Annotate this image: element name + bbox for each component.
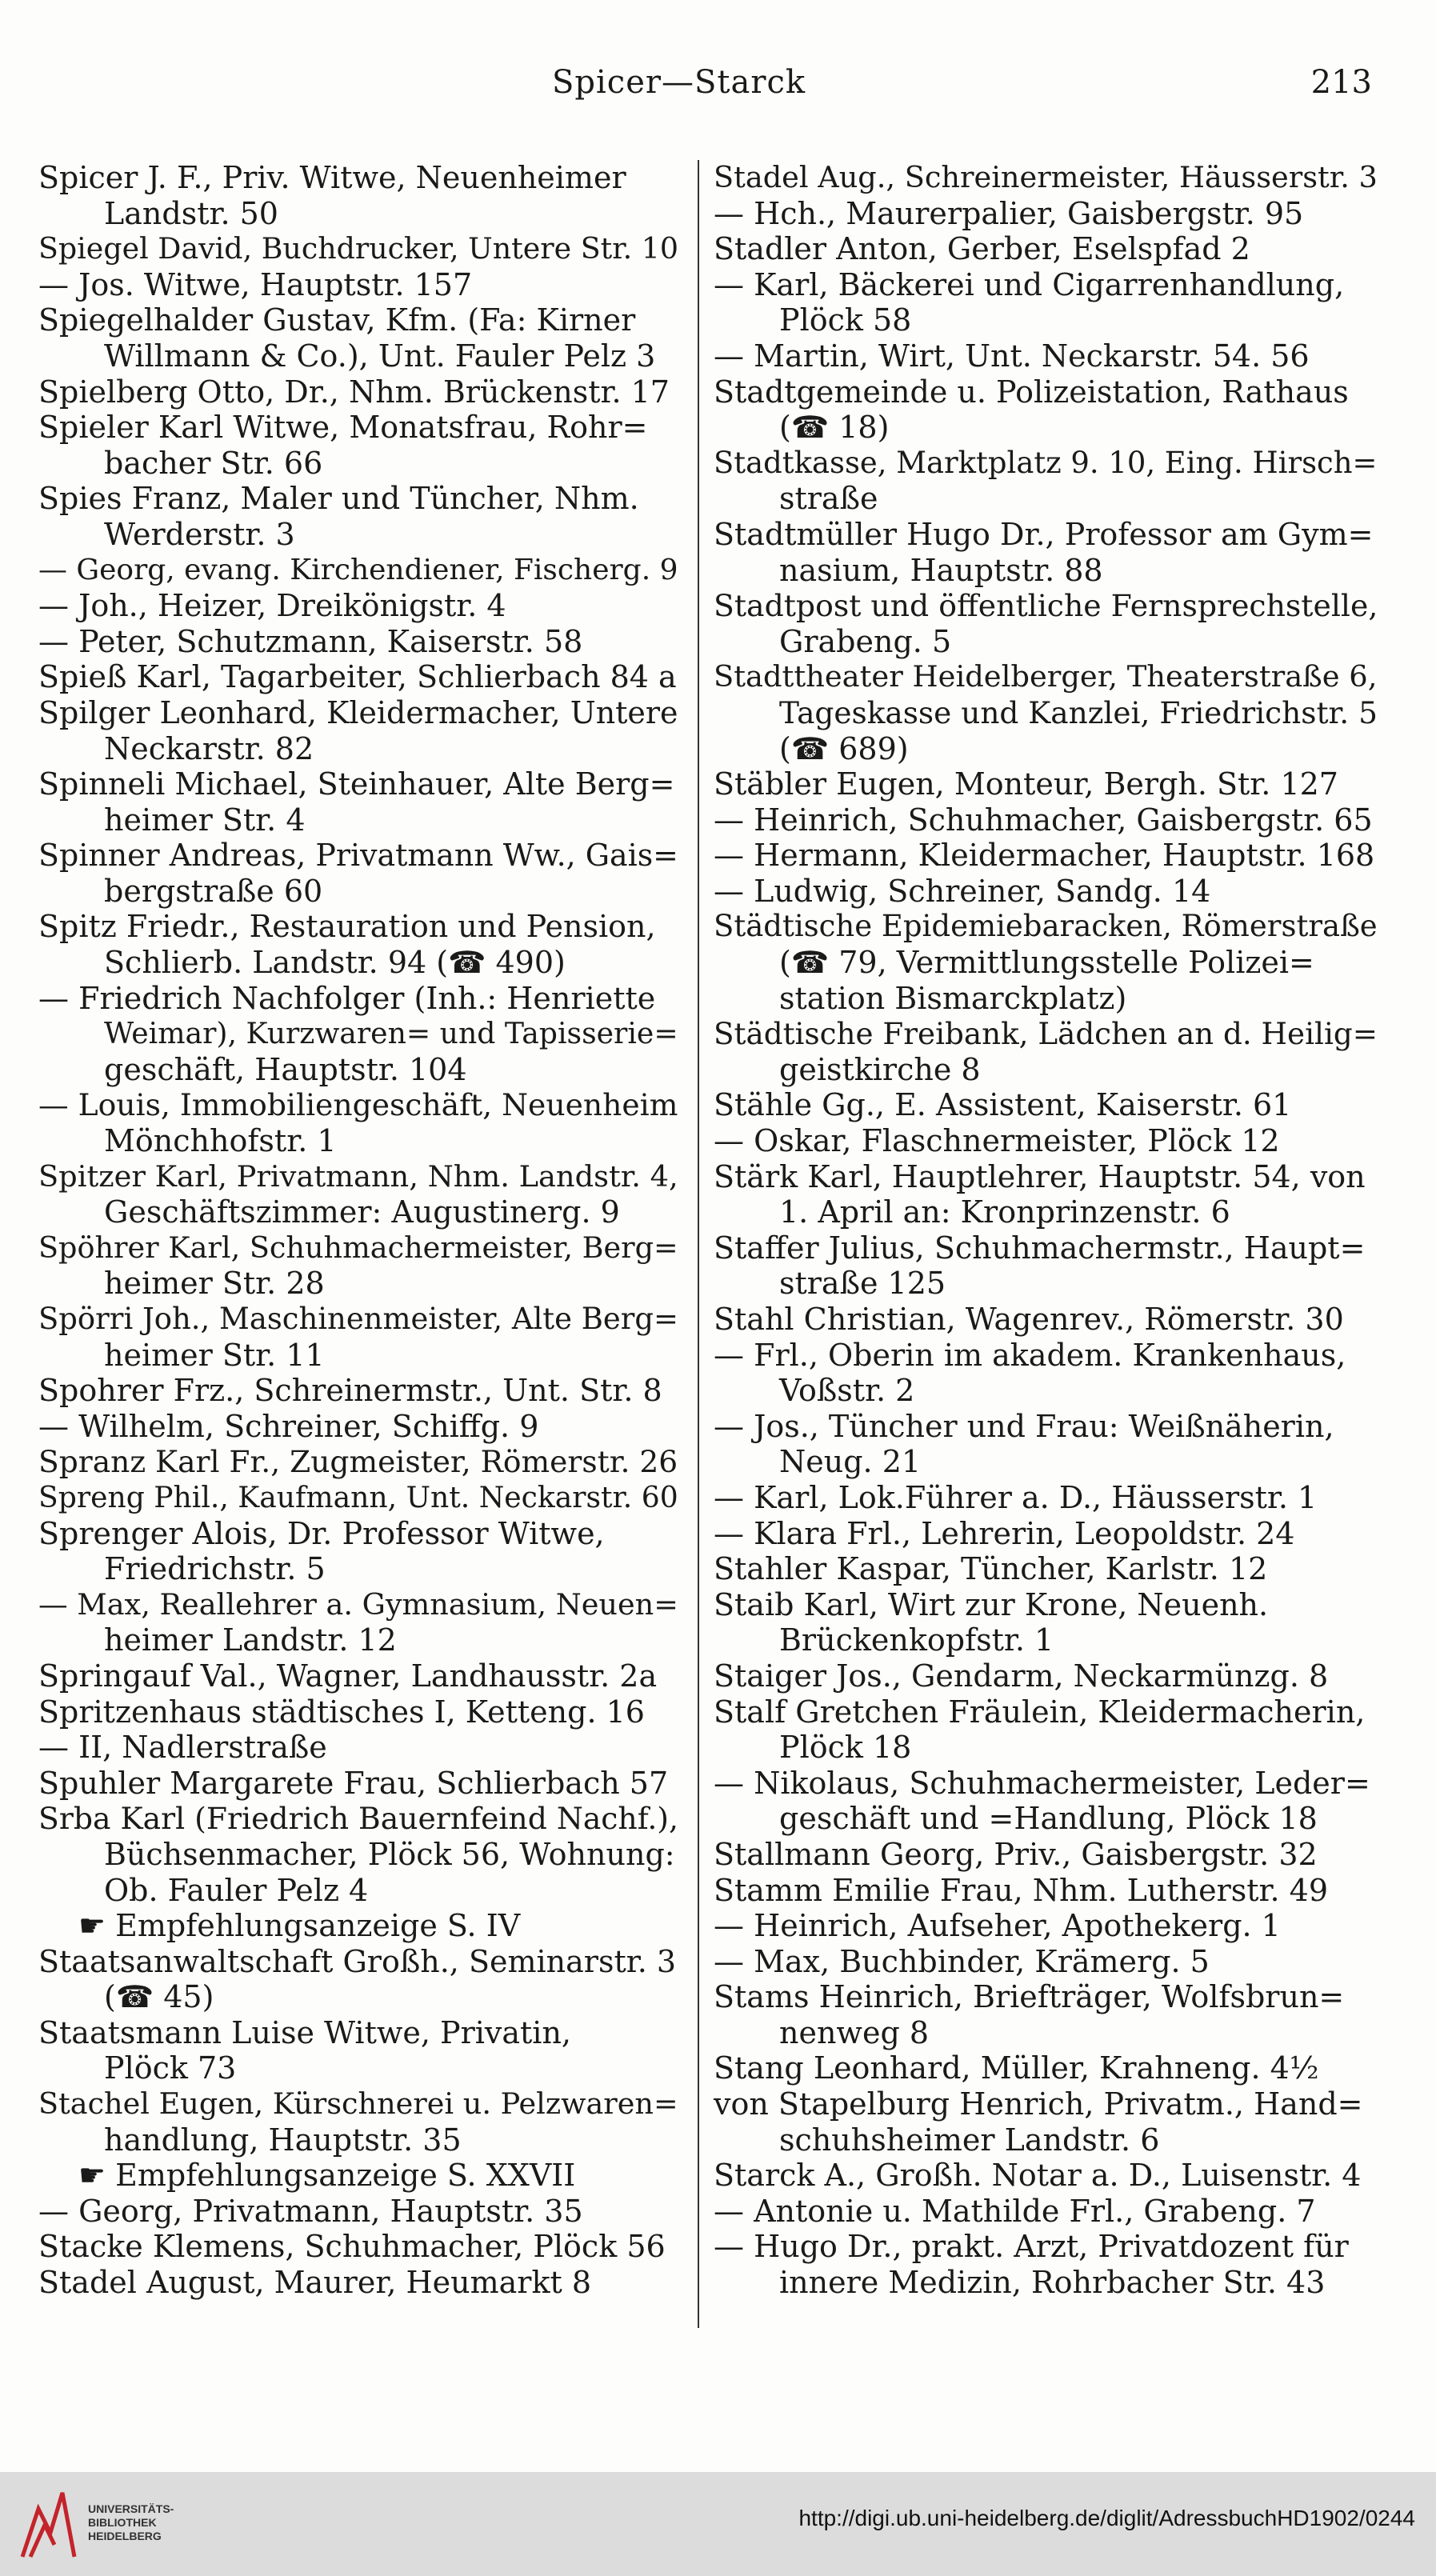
directory-entry-continuation: heimer Landstr. 12 (104, 1622, 397, 1658)
directory-entry: Spreng Phil., Kaufmann, Unt. Neckarstr. 60 (38, 1479, 678, 1514)
directory-entry: Stäbler Eugen, Monteur, Bergh. Str. 127 (714, 766, 1338, 802)
directory-entry: Stadttheater Heidelberger, Theaterstraße 6, (714, 659, 1378, 694)
directory-entry-continuation: 1. April an: Kronprinzenstr. 6 (779, 1194, 1230, 1230)
source-url-link[interactable]: http://digi.ub.uni-heidelberg.de/diglit/AdressbuchHD1902/0244 (798, 2506, 1415, 2530)
directory-entry: Spöhrer Karl, Schuhmachermeister, Berg= (38, 1230, 678, 1265)
directory-entry-continuation: heimer Str. 28 (104, 1266, 325, 1302)
directory-entry-continuation: Plöck 58 (779, 302, 912, 338)
directory-entry-continuation: heimer Str. 4 (104, 802, 306, 838)
directory-entry-continuation: Landstr. 50 (104, 195, 278, 231)
directory-entry-continuation: station Bismarckplatz) (779, 980, 1127, 1016)
directory-entry: — Oskar, Flaschnermeister, Plöck 12 (714, 1123, 1280, 1159)
directory-entry-continuation: nasium, Hauptstr. 88 (779, 552, 1103, 588)
directory-entry: — Wilhelm, Schreiner, Schiffg. 9 (38, 1408, 539, 1444)
directory-entry: — Louis, Immobiliengeschäft, Neuenheim (38, 1087, 678, 1123)
directory-entry: Stadel Aug., Schreinermeister, Häusserstr. 3 (714, 160, 1378, 194)
directory-entry-continuation: (☎ 79, Vermittlungsstelle Polizei= (779, 945, 1314, 981)
left-column (38, 160, 678, 2301)
directory-entry: Spielberg Otto, Dr., Nhm. Brückenstr. 17 (38, 374, 670, 410)
directory-entry: Spieler Karl Witwe, Monatsfrau, Rohr= (38, 410, 648, 446)
directory-entry: Spitzer Karl, Privatmann, Nhm. Landstr. 4, (38, 1158, 678, 1194)
directory-entry-continuation: Neckarstr. 82 (104, 730, 314, 766)
directory-entry-continuation: schuhsheimer Landstr. 6 (779, 2122, 1160, 2158)
directory-entry-continuation: Ob. Fauler Pelz 4 (104, 1872, 369, 1908)
directory-entry: Stadler Anton, Gerber, Eselspfad 2 (714, 231, 1250, 267)
directory-entry: Spranz Karl Fr., Zugmeister, Römerstr. 26 (38, 1444, 678, 1480)
directory-entry-continuation: Schlierb. Landstr. 94 (☎ 490) (104, 945, 566, 981)
directory-entry: — Antonie u. Mathilde Frl., Grabeng. 7 (714, 2193, 1316, 2229)
directory-entry: — Karl, Bäckerei und Cigarrenhandlung, (714, 266, 1345, 302)
directory-entry-continuation: (☎ 689) (779, 730, 909, 766)
directory-entry: — Ludwig, Schreiner, Sandg. 14 (714, 873, 1211, 909)
right-column (714, 160, 1378, 2301)
directory-entry: Stadel August, Maurer, Heumarkt 8 (38, 2265, 591, 2301)
directory-entry: Stadtpost und öffentliche Fernsprechstelle, (714, 588, 1378, 624)
directory-entry: Stachel Eugen, Kürschnerei u. Pelzwaren= (38, 2086, 678, 2122)
directory-entry: Stahl Christian, Wagenrev., Römerstr. 30 (714, 1302, 1344, 1337)
logo-line: UNIVERSITÄTS- (88, 2502, 174, 2515)
directory-entry: Stähle Gg., E. Assistent, Kaiserstr. 61 (714, 1087, 1292, 1123)
directory-entry-continuation: nenweg 8 (779, 2014, 930, 2050)
directory-entry-continuation: Werderstr. 3 (104, 516, 295, 552)
logo-line: HEIDELBERG (88, 2530, 162, 2542)
directory-entry-continuation: straße (779, 481, 878, 517)
directory-entry: Stalf Gretchen Fräulein, Kleidermacherin, (714, 1694, 1366, 1730)
logo-text (88, 2502, 174, 2543)
directory-entry: — Joh., Heizer, Dreikönigstr. 4 (38, 588, 506, 624)
directory-entry-continuation: handlung, Hauptstr. 35 (104, 2122, 462, 2158)
directory-entry: — Max, Reallehrer a. Gymnasium, Neuen= (38, 1586, 678, 1622)
directory-entry: — Frl., Oberin im akadem. Krankenhaus, (714, 1337, 1346, 1373)
directory-entry: Stang Leonhard, Müller, Krahneng. 4½ (714, 2050, 1319, 2086)
directory-entry: Spiegel David, Buchdrucker, Untere Str. 10 (38, 231, 679, 266)
directory-entry-continuation: geistkirche 8 (779, 1051, 981, 1087)
directory-entry: — Friedrich Nachfolger (Inh.: Henriette (38, 980, 656, 1016)
directory-entry: Springauf Val., Wagner, Landhausstr. 2a (38, 1658, 658, 1694)
logo-line: BIBLIOTHEK (88, 2516, 157, 2529)
directory-entry-continuation: Willmann & Co.), Unt. Fauler Pelz 3 (104, 338, 656, 374)
directory-entry-continuation: innere Medizin, Rohrbacher Str. 43 (779, 2265, 1326, 2301)
directory-entry-continuation: (☎ 18) (779, 410, 890, 446)
directory-entry: Staatsanwaltschaft Großh., Seminarstr. 3 (38, 1943, 677, 1979)
page-header (0, 64, 1436, 112)
directory-entry: Spicer J. F., Priv. Witwe, Neuenheimer (38, 160, 626, 195)
directory-entry: Srba Karl (Friedrich Bauernfeind Nachf.), (38, 1801, 678, 1837)
directory-entry: Städtische Epidemiebaracken, Römerstraße (714, 909, 1378, 944)
directory-entry: Spiegelhalder Gustav, Kfm. (Fa: Kirner (38, 302, 636, 338)
directory-entry: Spinner Andreas, Privatmann Ww., Gais= (38, 838, 678, 874)
column-divider (698, 160, 699, 2328)
directory-entry-continuation: Brückenkopfstr. 1 (779, 1622, 1054, 1658)
directory-entry: Stadtkasse, Marktplatz 9. 10, Eing. Hirsch= (714, 445, 1378, 480)
directory-entry-continuation: Plöck 18 (779, 1730, 912, 1766)
directory-entry-continuation: Grabeng. 5 (779, 623, 952, 659)
directory-entry: Spohrer Frz., Schreinermstr., Unt. Str. 8 (38, 1373, 662, 1409)
directory-entry: Stärk Karl, Hauptlehrer, Hauptstr. 54, von (714, 1158, 1366, 1194)
directory-entry: — Hermann, Kleidermacher, Hauptstr. 168 (714, 838, 1375, 874)
directory-entry-continuation: Neug. 21 (779, 1444, 922, 1480)
directory-entry: — Jos. Witwe, Hauptstr. 157 (38, 266, 473, 302)
directory-entry: Stadtgemeinde u. Polizeistation, Rathaus (714, 374, 1349, 410)
directory-entry: Staatsmann Luise Witwe, Privatin, (38, 2014, 572, 2050)
directory-entry: Spieß Karl, Tagarbeiter, Schlierbach 84 a (38, 659, 677, 695)
directory-entry: Spuhler Margarete Frau, Schlierbach 57 (38, 1765, 669, 1801)
directory-entry: — Hugo Dr., prakt. Arzt, Privatdozent für (714, 2229, 1349, 2265)
directory-entry-continuation: heimer Str. 11 (104, 1337, 325, 1373)
running-head: Spicer—Starck (552, 64, 806, 101)
footer-bar (0, 2472, 1436, 2576)
directory-entry-continuation: geschäft und =Handlung, Plöck 18 (779, 1801, 1318, 1837)
directory-entry-continuation: (☎ 45) (104, 1979, 214, 2015)
directory-entry: Staib Karl, Wirt zur Krone, Neuenh. (714, 1586, 1269, 1622)
university-library-logo-icon (14, 2485, 80, 2562)
directory-entry-continuation: bergstraße 60 (104, 873, 323, 909)
directory-entry: Stams Heinrich, Briefträger, Wolfsbrun= (714, 1979, 1345, 2015)
directory-entry: Stallmann Georg, Priv., Gaisbergstr. 32 (714, 1836, 1318, 1872)
directory-entry: Staffer Julius, Schuhmachermstr., Haupt= (714, 1230, 1366, 1266)
directory-entry: ☛ Empfehlungsanzeige S. XXVII (78, 2158, 576, 2194)
directory-entry-continuation: Mönchhofstr. 1 (104, 1123, 337, 1159)
directory-entry-continuation: Plöck 73 (104, 2050, 237, 2086)
directory-entry-continuation: geschäft, Hauptstr. 104 (104, 1051, 467, 1087)
directory-entry: — Karl, Lok.Führer a. D., Häusserstr. 1 (714, 1479, 1318, 1515)
directory-entry: — Martin, Wirt, Unt. Neckarstr. 54. 56 (714, 338, 1310, 374)
directory-entry: — Georg, Privatmann, Hauptstr. 35 (38, 2193, 583, 2229)
directory-entry: Sprenger Alois, Dr. Professor Witwe, (38, 1515, 605, 1551)
directory-entry: Starck A., Großh. Notar a. D., Luisenstr. 4 (714, 2158, 1362, 2194)
directory-entry: — Heinrich, Aufseher, Apothekerg. 1 (714, 1908, 1281, 1944)
directory-entry: Stamm Emilie Frau, Nhm. Lutherstr. 49 (714, 1872, 1329, 1908)
directory-entry-continuation: Büchsenmacher, Plöck 56, Wohnung: (104, 1836, 675, 1872)
directory-entry: Spies Franz, Maler und Tüncher, Nhm. (38, 481, 639, 517)
directory-entry-continuation: Geschäftszimmer: Augustinerg. 9 (104, 1194, 620, 1230)
directory-entry: — II, Nadlerstraße (38, 1730, 327, 1766)
directory-entry: Spörri Joh., Maschinenmeister, Alte Berg= (38, 1302, 678, 1336)
page-number: 213 (1310, 64, 1372, 101)
directory-entry: — Hch., Maurerpalier, Gaisbergstr. 95 (714, 195, 1304, 231)
directory-entry: Stadtmüller Hugo Dr., Professor am Gym= (714, 516, 1374, 552)
directory-entry: Spilger Leonhard, Kleidermacher, Untere (38, 694, 678, 730)
directory-entry: Spritzenhaus städtisches I, Ketteng. 16 (38, 1694, 645, 1730)
directory-entry: — Max, Buchbinder, Krämerg. 5 (714, 1943, 1210, 1979)
directory-entry-continuation: straße 125 (779, 1266, 946, 1302)
directory-entry: — Klara Frl., Lehrerin, Leopoldstr. 24 (714, 1515, 1295, 1551)
directory-entry: — Jos., Tüncher und Frau: Weißnäherin, (714, 1408, 1334, 1444)
directory-entry: Spitz Friedr., Restauration und Pension, (38, 909, 656, 945)
directory-entry-continuation: bacher Str. 66 (104, 445, 323, 481)
directory-entry-continuation: Voßstr. 2 (779, 1373, 915, 1409)
directory-entry: — Peter, Schutzmann, Kaiserstr. 58 (38, 623, 583, 659)
directory-entry: Staiger Jos., Gendarm, Neckarmünzg. 8 (714, 1658, 1329, 1694)
directory-entry: — Nikolaus, Schuhmachermeister, Leder= (714, 1765, 1370, 1801)
directory-entry: — Heinrich, Schuhmacher, Gaisbergstr. 65 (714, 802, 1373, 838)
directory-entry-continuation: Tageskasse und Kanzlei, Friedrichstr. 5 (779, 694, 1378, 730)
directory-entry: ☛ Empfehlungsanzeige S. IV (78, 1908, 521, 1944)
directory-entry: Städtische Freibank, Lädchen an d. Heilig= (714, 1016, 1378, 1052)
directory-entry: Stacke Klemens, Schuhmacher, Plöck 56 (38, 2229, 666, 2265)
directory-entry: von Stapelburg Henrich, Privatm., Hand= (714, 2086, 1363, 2122)
directory-entry: — Georg, evang. Kirchendiener, Fischerg. 9 (38, 553, 678, 586)
directory-entry: Stahler Kaspar, Tüncher, Karlstr. 12 (714, 1551, 1268, 1587)
directory-entry: Spinneli Michael, Steinhauer, Alte Berg= (38, 766, 675, 802)
directory-entry-continuation: Weimar), Kurzwaren= und Tapisserie= (104, 1016, 678, 1051)
directory-entry-continuation: Friedrichstr. 5 (104, 1551, 326, 1587)
